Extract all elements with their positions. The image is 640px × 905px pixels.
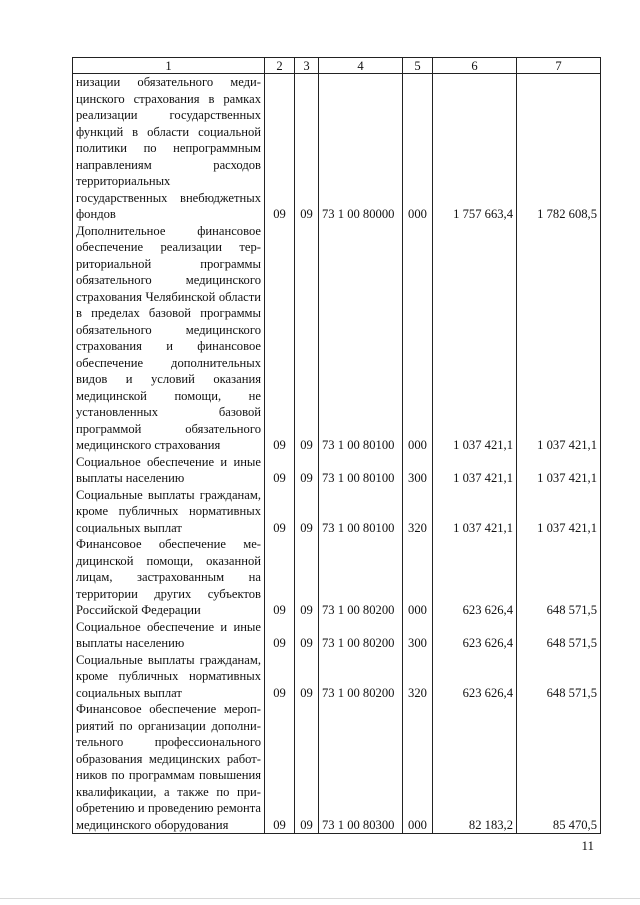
amount-year-2: 1 037 421,1 (517, 487, 601, 537)
table-row (73, 74, 601, 223)
section-code: 09 (265, 454, 295, 487)
subsection-code: 09 (295, 536, 319, 619)
amount-year-1: 1 757 663,4 (433, 74, 517, 223)
table-row (73, 223, 601, 454)
amount-year-2: 648 571,5 (517, 536, 601, 619)
table-row (73, 487, 601, 537)
row-name: Социальное обеспечение и иные выплаты населению (73, 619, 265, 652)
amount-year-1: 82 183,2 (433, 701, 517, 834)
amount-year-1: 1 037 421,1 (433, 454, 517, 487)
expense-type-code: 300 (403, 619, 433, 652)
row-name: Социальные выплаты гражданам, кроме публичных нормативных социальных выплат (73, 487, 265, 537)
table-row (73, 652, 601, 702)
section-code: 09 (265, 701, 295, 834)
target-article-code: 73 1 00 80100 (319, 487, 403, 537)
target-article-code: 73 1 00 80300 (319, 701, 403, 834)
page-number: 11 (581, 838, 594, 853)
subsection-code: 09 (295, 74, 319, 223)
amount-year-2: 85 470,5 (517, 701, 601, 834)
column-header-4: 4 (319, 58, 403, 74)
amount-year-1: 1 037 421,1 (433, 487, 517, 537)
section-code: 09 (265, 223, 295, 454)
table-row (73, 454, 601, 487)
expense-type-code: 000 (403, 74, 433, 223)
target-article-code: 73 1 00 80100 (319, 454, 403, 487)
target-article-code: 73 1 00 80100 (319, 223, 403, 454)
amount-year-1: 623 626,4 (433, 536, 517, 619)
target-article-code: 73 1 00 80200 (319, 619, 403, 652)
column-number-row (73, 58, 601, 74)
expense-type-code: 320 (403, 487, 433, 537)
subsection-code: 09 (295, 701, 319, 834)
column-header-7: 7 (517, 58, 601, 74)
subsection-code: 09 (295, 454, 319, 487)
row-name: Дополнительное финансовое обеспечение реализации территориальной программы обязательного медицинского страхования Челябинской области в пределах базовой программы обязательного медицинского страхования и финансовое обеспечение дополнительных видов и условий оказания медицинской помощи, не установленных базовой программой обязательного медицинского страхования (73, 223, 265, 454)
row-name: Социальные выплаты гражданам, кроме публичных нормативных социальных выплат (73, 652, 265, 702)
amount-year-2: 648 571,5 (517, 652, 601, 702)
row-name: Социальное обеспечение и иные выплаты населению (73, 454, 265, 487)
amount-year-2: 1 037 421,1 (517, 223, 601, 454)
page-bottom-rule (0, 898, 640, 899)
column-header-6: 6 (433, 58, 517, 74)
section-code: 09 (265, 536, 295, 619)
row-name: низации обязательного медицинского страхования в рамках реализации государственных функций в области социальной политики по непрограммным направлениям расходов территориальных государственных внебюджетных фондов (73, 74, 265, 223)
column-header-3: 3 (295, 58, 319, 74)
target-article-code: 73 1 00 80200 (319, 536, 403, 619)
subsection-code: 09 (295, 223, 319, 454)
column-header-1: 1 (73, 58, 265, 74)
table-row (73, 701, 601, 834)
expense-type-code: 000 (403, 223, 433, 454)
amount-year-1: 623 626,4 (433, 652, 517, 702)
column-header-2: 2 (265, 58, 295, 74)
table-row (73, 536, 601, 619)
subsection-code: 09 (295, 652, 319, 702)
amount-year-1: 1 037 421,1 (433, 223, 517, 454)
expense-type-code: 000 (403, 701, 433, 834)
section-code: 09 (265, 487, 295, 537)
row-name: Финансовое обеспечение медицинской помощи, оказанной лицам, застрахованным на территории других субъектов Российской Федерации (73, 536, 265, 619)
column-header-5: 5 (403, 58, 433, 74)
subsection-code: 09 (295, 619, 319, 652)
subsection-code: 09 (295, 487, 319, 537)
amount-year-2: 1 037 421,1 (517, 454, 601, 487)
expense-type-code: 300 (403, 454, 433, 487)
section-code: 09 (265, 652, 295, 702)
section-code: 09 (265, 619, 295, 652)
table-row (73, 619, 601, 652)
target-article-code: 73 1 00 80200 (319, 652, 403, 702)
expense-type-code: 000 (403, 536, 433, 619)
amount-year-2: 648 571,5 (517, 619, 601, 652)
section-code: 09 (265, 74, 295, 223)
budget-table (72, 57, 601, 834)
row-name: Финансовое обеспечение мероприятий по организации дополнительного профессионального образования медицинских работников по программам повышения квалификации, а также по приобретению и проведению ремонта медицинского оборудования (73, 701, 265, 834)
expense-type-code: 320 (403, 652, 433, 702)
amount-year-2: 1 782 608,5 (517, 74, 601, 223)
amount-year-1: 623 626,4 (433, 619, 517, 652)
target-article-code: 73 1 00 80000 (319, 74, 403, 223)
